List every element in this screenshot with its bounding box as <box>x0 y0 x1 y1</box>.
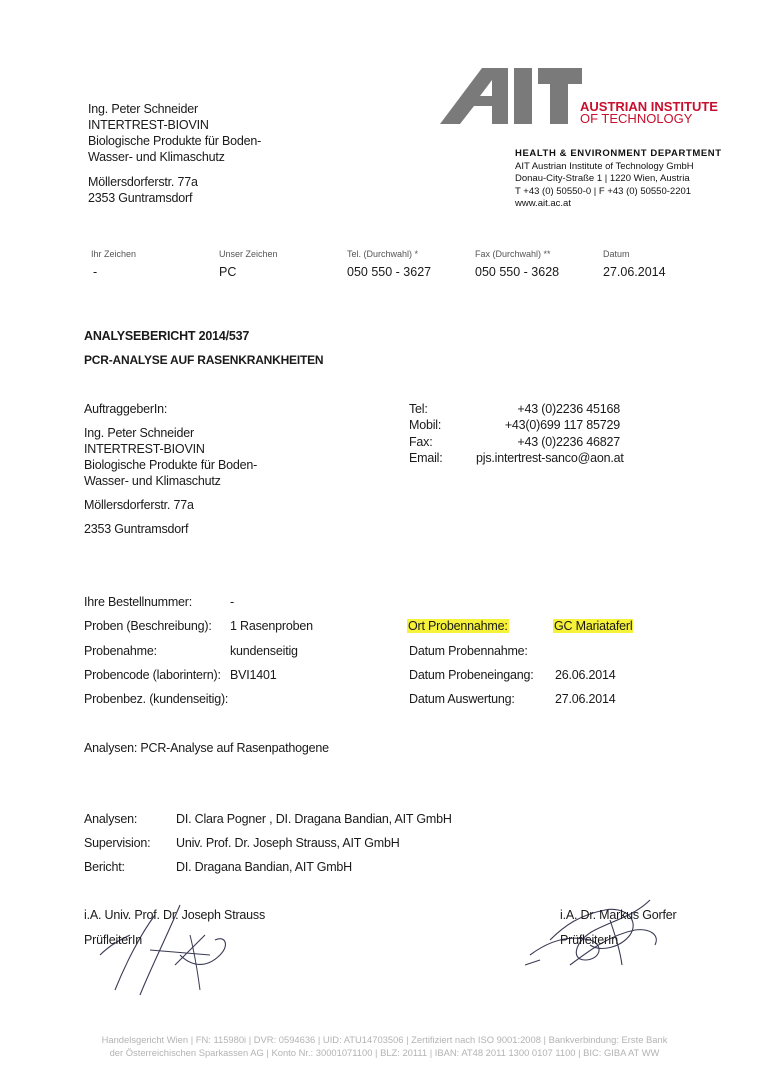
signature-right-name: i.A. Dr. Markus Gorfer <box>560 908 677 922</box>
contact-mobil: +43(0)699 117 85729 <box>504 418 620 432</box>
contact-tel-label: Tel: <box>409 402 428 416</box>
sender-address <box>88 101 261 206</box>
signature-right-role: PrüfleiterIn <box>560 933 619 947</box>
ait-logo-mark <box>440 66 590 126</box>
datum-eingang-value: 26.06.2014 <box>555 668 616 682</box>
contact-tel: +43 (0)2236 45168 <box>517 402 620 416</box>
probencode-value: BVI1401 <box>230 668 277 682</box>
staff-bericht-label: Bericht: <box>84 860 125 874</box>
ref-value-tel: 050 550 - 3627 <box>347 265 432 279</box>
client-line: INTERTREST-BIOVIN <box>84 442 205 456</box>
ort-label <box>407 618 509 634</box>
probencode-label: Probencode (laborintern): <box>84 668 221 682</box>
client-block <box>84 401 257 537</box>
sender-line: Biologische Produkte für Boden- <box>88 134 262 148</box>
department-line: T +43 (0) 50550-0 | F +43 (0) 50550-2201 <box>515 185 692 197</box>
contact-email-label: Email: <box>409 451 443 465</box>
ref-value-fax: 050 550 - 3628 <box>475 265 560 279</box>
footer <box>0 1033 769 1059</box>
probenbez-label: Probenbez. (kundenseitig): <box>84 692 229 706</box>
ref-header-datum: Datum <box>603 249 630 259</box>
signature-left-role: PrüfleiterIn <box>84 933 143 947</box>
sender-line: INTERTREST-BIOVIN <box>88 118 209 132</box>
signature-left-name: i.A. Univ. Prof. Dr. Joseph Strauss <box>84 908 266 922</box>
client-street: Möllersdorferstr. 77a <box>84 498 194 512</box>
department-website: www.ait.ac.at <box>515 198 571 209</box>
report-title: ANALYSEBERICHT 2014/537 <box>84 329 250 343</box>
contact-fax: +43 (0)2236 46827 <box>517 435 620 449</box>
staff-analysen-value: DI. Clara Pogner , DI. Dragana Bandian, AIT GmbH <box>176 812 452 826</box>
sender-line: Wasser- und Klimaschutz <box>88 150 225 164</box>
ref-value-unser-zeichen: PC <box>219 265 237 279</box>
datum-auswertung-label: Datum Auswertung: <box>409 692 515 706</box>
ref-value-datum: 27.06.2014 <box>603 265 666 279</box>
client-city: 2353 Guntramsdorf <box>84 522 189 536</box>
department-line: Donau-City-Straße 1 | 1220 Wien, Austria <box>515 173 690 184</box>
ait-logo-name <box>580 101 718 124</box>
ref-header-unser-zeichen: Unser Zeichen <box>219 249 278 259</box>
client-line: Ing. Peter Schneider <box>84 426 194 440</box>
proben-value: 1 Rasenproben <box>230 619 313 633</box>
probenahme-label: Probenahme: <box>84 644 157 658</box>
ait-name-line2: OF TECHNOLOGY <box>580 110 693 126</box>
client-label: AuftraggeberIn: <box>84 402 168 416</box>
ort-label-text: Ort Probennahme: <box>408 619 508 633</box>
ref-header-tel: Tel. (Durchwahl) * <box>347 249 419 259</box>
department-line: AIT Austrian Institute of Technology GmbH <box>515 160 694 172</box>
bestell-value: - <box>230 595 234 609</box>
department-block <box>515 148 722 211</box>
ort-value-text: GC Mariataferl <box>554 619 633 633</box>
staff-supervision-value: Univ. Prof. Dr. Joseph Strauss, AIT GmbH <box>176 836 400 850</box>
ait-name-line1: AUSTRIAN INSTITUTE <box>580 99 718 114</box>
footer-line: der Österreichischen Sparkassen AG | Konto Nr.: 30001071100 | BLZ: 20111 | IBAN: AT48 2011 1300 0107 1100 | BIC: GIBA AT WW <box>109 1047 660 1058</box>
contact-email: pjs.intertrest-sanco@aon.at <box>476 451 624 465</box>
staff-analysen-label: Analysen: <box>84 812 138 826</box>
datum-probennahme-label: Datum Probennahme: <box>409 644 528 658</box>
sender-line: Ing. Peter Schneider <box>88 102 198 116</box>
footer-line: Handelsgericht Wien | FN: 115980i | DVR: 0594636 | UID: ATU14703506 | Zertifiziert nach ISO 9001:2008 | Bankverbindung: Erste Bank <box>101 1034 668 1045</box>
client-line: Wasser- und Klimaschutz <box>84 474 221 488</box>
staff-bericht-value: DI. Dragana Bandian, AIT GmbH <box>176 860 353 874</box>
ort-value <box>553 618 633 634</box>
probenahme-value: kundenseitig <box>230 644 298 658</box>
proben-label: Proben (Beschreibung): <box>84 619 212 633</box>
ait-logo <box>440 66 730 128</box>
contact-fax-label: Fax: <box>409 435 433 449</box>
sender-street: Möllersdorferstr. 77a <box>88 175 198 189</box>
datum-eingang-label: Datum Probeneingang: <box>409 668 534 682</box>
department-heading: HEALTH & ENVIRONMENT DEPARTMENT <box>515 148 722 159</box>
client-line: Biologische Produkte für Boden- <box>84 458 258 472</box>
report-subtitle: PCR-ANALYSE AUF RASENKRANKHEITEN <box>84 353 324 367</box>
ref-header-fax: Fax (Durchwahl) ** <box>475 249 551 259</box>
analysen-line: Analysen: PCR-Analyse auf Rasenpathogene <box>84 741 329 755</box>
sender-city: 2353 Guntramsdorf <box>88 191 193 205</box>
bestell-label: Ihre Bestellnummer: <box>84 595 193 609</box>
contact-mobil-label: Mobil: <box>409 418 442 432</box>
ref-value-ihr-zeichen: - <box>93 265 98 279</box>
datum-auswertung-value: 27.06.2014 <box>555 692 616 706</box>
ref-header-ihr-zeichen: Ihr Zeichen <box>91 249 137 259</box>
staff-supervision-label: Supervision: <box>84 836 151 850</box>
signature-right <box>510 880 690 980</box>
